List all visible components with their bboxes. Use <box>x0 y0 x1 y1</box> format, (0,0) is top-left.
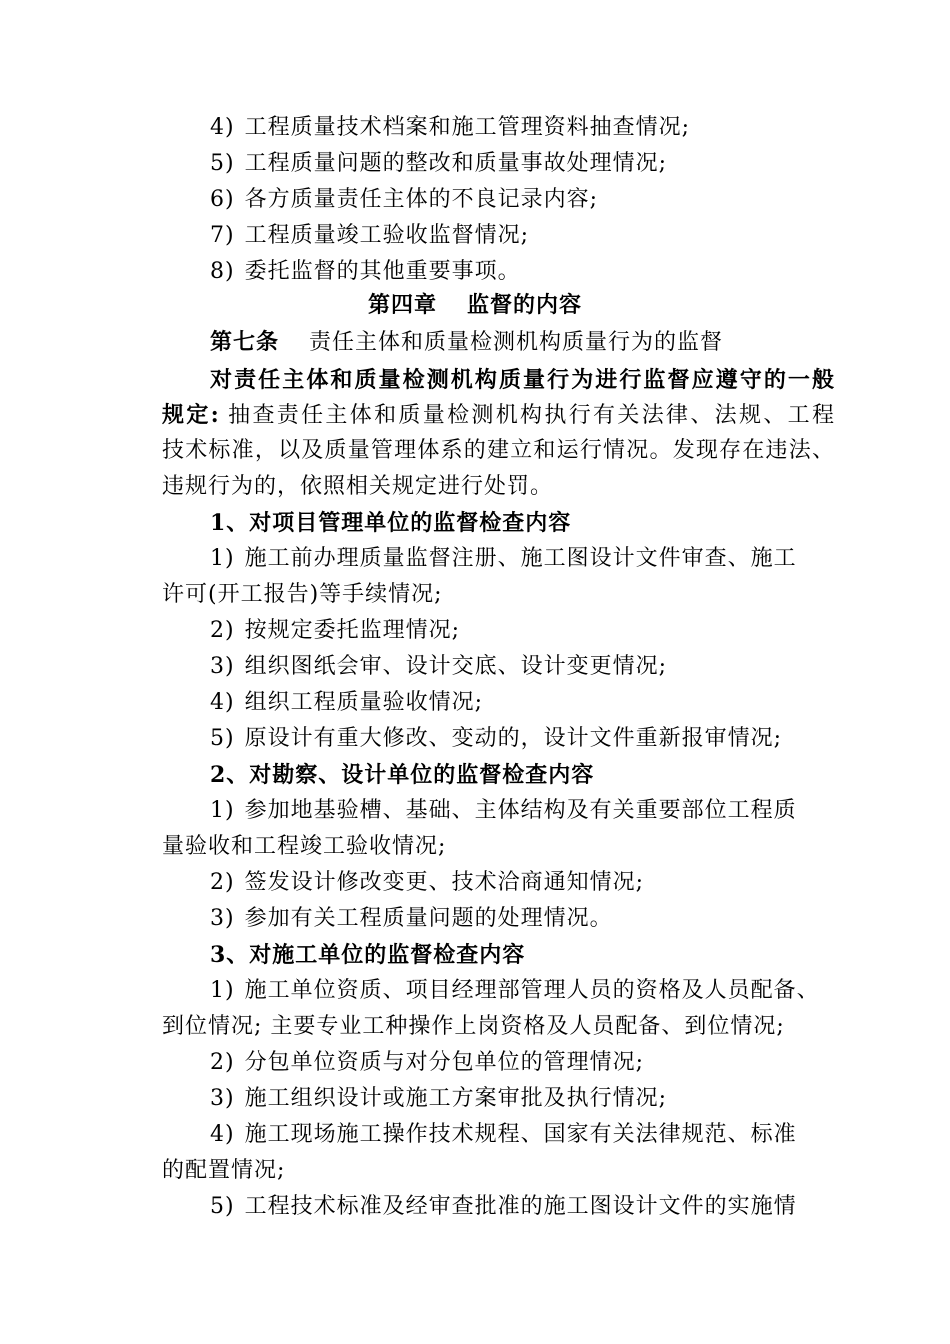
list-item: 2) 分包单位资质与对分包单位的管理情况; <box>210 1050 645 1075</box>
list-item: 1) 施工单位资质、项目经理部管理人员的资格及人员配备、 <box>210 978 820 1003</box>
list-item: 1) 施工前办理质量监督注册、施工图设计文件审查、施工 <box>210 546 797 571</box>
list-item: 3) 参加有关工程质量问题的处理情况。 <box>210 906 613 931</box>
general-rule-line-1: 对责任主体和质量检测机构质量行为进行监督应遵守的一般 <box>210 367 834 393</box>
list-item: 7) 工程质量竣工验收监督情况; <box>210 223 530 248</box>
section-heading: 3、对施工单位的监督检查内容 <box>210 942 526 968</box>
list-item: 2) 签发设计修改变更、技术洽商通知情况; <box>210 870 645 895</box>
list-item: 5) 原设计有重大修改、变动的，设计文件重新报审情况; <box>210 726 783 751</box>
list-item: 3) 组织图纸会审、设计交底、设计变更情况; <box>210 654 668 679</box>
list-item: 2) 按规定委托监理情况; <box>210 618 461 643</box>
general-rule-line-3: 技术标准，以及质量管理体系的建立和运行情况。发现存在违法、 <box>162 438 834 463</box>
section-heading: 1、对项目管理单位的监督检查内容 <box>210 510 572 536</box>
general-rule-line-4: 违规行为的，依照相关规定进行处罚。 <box>162 474 554 499</box>
list-item: 4) 施工现场施工操作技术规程、国家有关法律规范、标准 <box>210 1122 797 1147</box>
general-rule-line-2: 规定: 抽查责任主体和质量检测机构执行有关法律、法规、工程 <box>162 402 834 428</box>
list-item-continuation: 量验收和工程竣工验收情况; <box>162 834 447 859</box>
list-item: 6) 各方质量责任主体的不良记录内容; <box>210 187 599 212</box>
list-item: 4) 组织工程质量验收情况; <box>210 690 484 715</box>
list-item: 5) 工程质量问题的整改和质量事故处理情况; <box>210 151 668 176</box>
section-heading: 2、对勘察、设计单位的监督检查内容 <box>210 762 595 788</box>
list-item-continuation: 到位情况; 主要专业工种操作上岗资格及人员配备、到位情况; <box>162 1014 785 1039</box>
list-item: 4) 工程质量技术档案和施工管理资料抽查情况; <box>210 115 691 140</box>
list-item: 5) 工程技术标准及经审查批准的施工图设计文件的实施情 <box>210 1194 797 1219</box>
chapter-heading: 第四章 监督的内容 <box>367 292 583 318</box>
list-item-continuation: 的配置情况; <box>162 1158 286 1183</box>
list-item: 8) 委托监督的其他重要事项。 <box>210 259 521 284</box>
list-item-continuation: 许可(开工报告)等手续情况; <box>162 582 443 607</box>
list-item: 1) 参加地基验槽、基础、主体结构及有关重要部位工程质 <box>210 798 797 823</box>
article-heading: 第七条 责任主体和质量检测机构质量行为的监督 <box>210 329 724 355</box>
list-item: 3) 施工组织设计或施工方案审批及执行情况; <box>210 1086 668 1111</box>
